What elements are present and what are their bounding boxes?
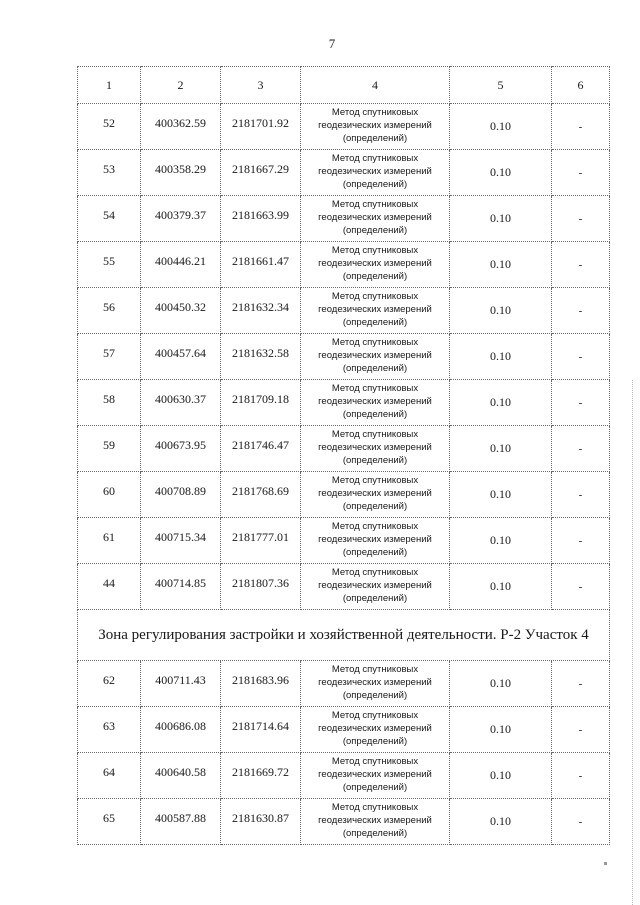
precision-cell: 0.10 [450, 472, 552, 518]
note-cell: - [552, 518, 610, 564]
x-coordinate-cell: 400711.43 [141, 661, 221, 707]
point-number-cell: 61 [78, 518, 141, 564]
note-cell: - [552, 707, 610, 753]
zone-title-row [78, 610, 610, 661]
point-number-cell: 64 [78, 753, 141, 799]
y-coordinate-cell: 2181669.72 [221, 753, 301, 799]
note-cell: - [552, 661, 610, 707]
method-cell: Метод спутниковых геодезических измерений (определений) [301, 380, 450, 426]
table-row [78, 196, 610, 242]
precision-cell: 0.10 [450, 661, 552, 707]
x-coordinate-cell: 400587.88 [141, 799, 221, 845]
y-coordinate-cell: 2181714.64 [221, 707, 301, 753]
precision-cell: 0.10 [450, 426, 552, 472]
precision-cell: 0.10 [450, 196, 552, 242]
method-cell: Метод спутниковых геодезических измерений (определений) [301, 196, 450, 242]
method-cell: Метод спутниковых геодезических измерений (определений) [301, 707, 450, 753]
table-row [78, 380, 610, 426]
note-cell: - [552, 380, 610, 426]
point-number-cell: 57 [78, 334, 141, 380]
table-row [78, 753, 610, 799]
precision-cell: 0.10 [450, 104, 552, 150]
table-row [78, 707, 610, 753]
point-number-cell: 63 [78, 707, 141, 753]
scan-margin-line [632, 380, 634, 905]
method-cell: Метод спутниковых геодезических измерений (определений) [301, 518, 450, 564]
table-row [78, 288, 610, 334]
y-coordinate-cell: 2181746.47 [221, 426, 301, 472]
x-coordinate-cell: 400457.64 [141, 334, 221, 380]
note-cell: - [552, 426, 610, 472]
coordinates-table [77, 66, 610, 845]
x-coordinate-cell: 400673.95 [141, 426, 221, 472]
method-cell: Метод спутниковых геодезических измерений (определений) [301, 104, 450, 150]
precision-cell: 0.10 [450, 288, 552, 334]
point-number-cell: 52 [78, 104, 141, 150]
point-number-cell: 65 [78, 799, 141, 845]
point-number-cell: 59 [78, 426, 141, 472]
table-row [78, 564, 610, 610]
method-cell: Метод спутниковых геодезических измерений (определений) [301, 799, 450, 845]
x-coordinate-cell: 400446.21 [141, 242, 221, 288]
x-coordinate-cell: 400358.29 [141, 150, 221, 196]
table-row [78, 426, 610, 472]
note-cell: - [552, 104, 610, 150]
precision-cell: 0.10 [450, 518, 552, 564]
table-row [78, 661, 610, 707]
note-cell: - [552, 472, 610, 518]
y-coordinate-cell: 2181777.01 [221, 518, 301, 564]
x-coordinate-cell: 400362.59 [141, 104, 221, 150]
y-coordinate-cell: 2181683.96 [221, 661, 301, 707]
precision-cell: 0.10 [450, 753, 552, 799]
method-cell: Метод спутниковых геодезических измерений (определений) [301, 242, 450, 288]
table-row [78, 799, 610, 845]
note-cell: - [552, 196, 610, 242]
column-header: 5 [450, 67, 552, 104]
x-coordinate-cell: 400379.37 [141, 196, 221, 242]
y-coordinate-cell: 2181807.36 [221, 564, 301, 610]
precision-cell: 0.10 [450, 799, 552, 845]
note-cell: - [552, 334, 610, 380]
y-coordinate-cell: 2181701.92 [221, 104, 301, 150]
x-coordinate-cell: 400686.08 [141, 707, 221, 753]
point-number-cell: 62 [78, 661, 141, 707]
method-cell: Метод спутниковых геодезических измерений (определений) [301, 334, 450, 380]
page-number: 7 [328, 36, 336, 51]
y-coordinate-cell: 2181709.18 [221, 380, 301, 426]
note-cell: - [552, 564, 610, 610]
point-number-cell: 44 [78, 564, 141, 610]
method-cell: Метод спутниковых геодезических измерений (определений) [301, 426, 450, 472]
precision-cell: 0.10 [450, 707, 552, 753]
y-coordinate-cell: 2181630.87 [221, 799, 301, 845]
point-number-cell: 54 [78, 196, 141, 242]
x-coordinate-cell: 400714.85 [141, 564, 221, 610]
table-row [78, 518, 610, 564]
y-coordinate-cell: 2181661.47 [221, 242, 301, 288]
column-header: 4 [301, 67, 450, 104]
column-header: 6 [552, 67, 610, 104]
zone-title: Зона регулирования застройки и хозяйственной деятельности. Р-2 Участок 4 [78, 610, 610, 661]
precision-cell: 0.10 [450, 380, 552, 426]
table-row [78, 150, 610, 196]
x-coordinate-cell: 400708.89 [141, 472, 221, 518]
method-cell: Метод спутниковых геодезических измерений (определений) [301, 753, 450, 799]
note-cell: - [552, 242, 610, 288]
column-header: 1 [78, 67, 141, 104]
x-coordinate-cell: 400630.37 [141, 380, 221, 426]
note-cell: - [552, 753, 610, 799]
point-number-cell: 60 [78, 472, 141, 518]
y-coordinate-cell: 2181667.29 [221, 150, 301, 196]
y-coordinate-cell: 2181632.58 [221, 334, 301, 380]
method-cell: Метод спутниковых геодезических измерений (определений) [301, 472, 450, 518]
y-coordinate-cell: 2181663.99 [221, 196, 301, 242]
precision-cell: 0.10 [450, 334, 552, 380]
x-coordinate-cell: 400715.34 [141, 518, 221, 564]
point-number-cell: 58 [78, 380, 141, 426]
table-header-row [78, 67, 610, 104]
method-cell: Метод спутниковых геодезических измерений (определений) [301, 150, 450, 196]
point-number-cell: 55 [78, 242, 141, 288]
point-number-cell: 56 [78, 288, 141, 334]
x-coordinate-cell: 400450.32 [141, 288, 221, 334]
table-row [78, 104, 610, 150]
note-cell: - [552, 799, 610, 845]
column-header: 2 [141, 67, 221, 104]
method-cell: Метод спутниковых геодезических измерений (определений) [301, 661, 450, 707]
point-number-cell: 53 [78, 150, 141, 196]
table-row [78, 472, 610, 518]
note-cell: - [552, 150, 610, 196]
table-row [78, 242, 610, 288]
method-cell: Метод спутниковых геодезических измерений (определений) [301, 288, 450, 334]
precision-cell: 0.10 [450, 242, 552, 288]
precision-cell: 0.10 [450, 564, 552, 610]
method-cell: Метод спутниковых геодезических измерений (определений) [301, 564, 450, 610]
y-coordinate-cell: 2181632.34 [221, 288, 301, 334]
table-row [78, 334, 610, 380]
precision-cell: 0.10 [450, 150, 552, 196]
x-coordinate-cell: 400640.58 [141, 753, 221, 799]
scan-dot [604, 862, 607, 865]
y-coordinate-cell: 2181768.69 [221, 472, 301, 518]
column-header: 3 [221, 67, 301, 104]
note-cell: - [552, 288, 610, 334]
